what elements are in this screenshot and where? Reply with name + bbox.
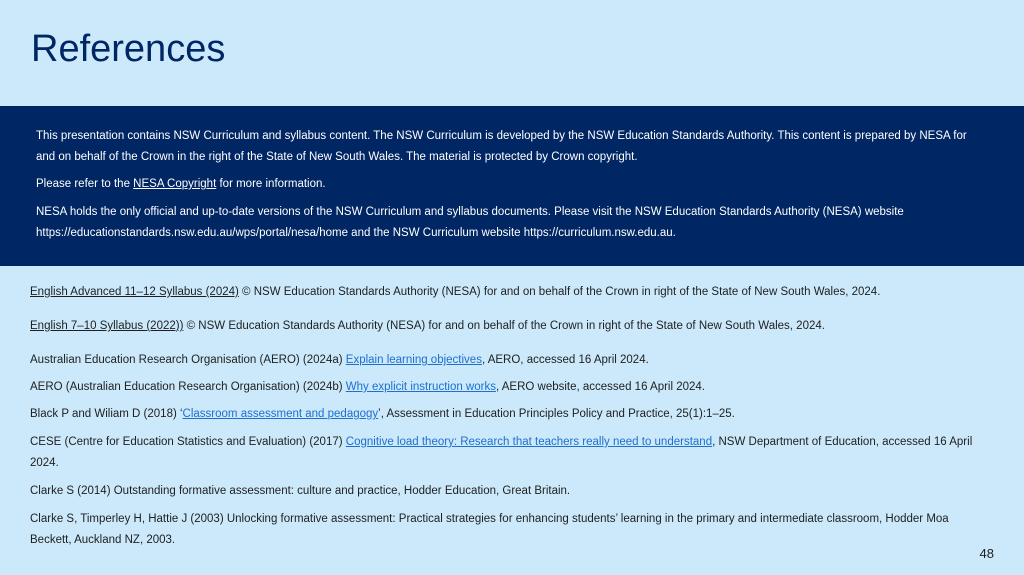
classroom-assessment-link[interactable]: Classroom assessment and pedagogy <box>182 408 379 420</box>
reference-item <box>30 282 990 303</box>
reference-text: AERO (Australian Education Research Organisation) (2024b) <box>30 381 346 393</box>
copyright-referral-pre: Please refer to the <box>36 178 134 190</box>
reference-item <box>30 350 990 371</box>
reference-item <box>30 404 990 425</box>
explicit-instruction-link[interactable]: Why explicit instruction works <box>345 381 496 393</box>
copyright-referral <box>36 174 986 195</box>
reference-text: CESE (Centre for Education Statistics and Evaluation) (2017) <box>30 436 346 448</box>
reference-text: Black P and Wiliam D (2018) ‘ <box>30 408 183 420</box>
reference-text: © NSW Education Standards Authority (NESA) for and on behalf of the Crown in right of the State of New South Wales, 2024. <box>238 286 881 298</box>
reference-item <box>30 377 990 398</box>
reference-text: , AERO, accessed 16 April 2024. <box>481 354 649 366</box>
reference-text: , NSW Department of Education, accessed 16 April 2024. <box>30 436 973 469</box>
cognitive-load-theory-link[interactable]: Cognitive load theory: Research that teachers really need to understand <box>345 436 713 448</box>
reference-item <box>30 316 990 337</box>
reference-item <box>30 432 990 474</box>
copyright-referral-post: for more information. <box>216 178 326 190</box>
page-number: 48 <box>979 546 994 561</box>
reference-text: Australian Education Research Organisation (AERO) (2024a) <box>30 354 346 366</box>
english-7-10-syllabus-link[interactable]: English 7–10 Syllabus (2022)) <box>30 320 184 332</box>
reference-text: , AERO website, accessed 16 April 2024. <box>495 381 706 393</box>
reference-text: ’, Assessment in Education Principles Policy and Practice, 25(1):1–25. <box>378 408 735 420</box>
explain-learning-objectives-link[interactable]: Explain learning objectives <box>345 354 482 366</box>
reference-item: Clarke S (2014) Outstanding formative assessment: culture and practice, Hodder Education, Great Britain. <box>30 485 571 497</box>
page-title: References <box>31 28 226 70</box>
nesa-copyright-link[interactable]: NESA Copyright <box>133 178 217 190</box>
reference-item: Clarke S, Timperley H, Hattie J (2003) Unlocking formative assessment: Practical strategies for enhancing students’ learning in the primary and intermediate classroom, Hodder Moa Beckett, Auckland NZ, 2003. <box>30 513 949 546</box>
reference-text: © NSW Education Standards Authority (NESA) for and on behalf of the Crown in right of the State of New South Wales, 2024. <box>183 320 825 332</box>
official-versions-notice: NESA holds the only official and up-to-date versions of the NSW Curriculum and syllabus documents. Please visit the NSW Education Standards Authority (NESA) website https://educationstandards.nsw.edu.au/wps/portal/nesa/home and the NSW Curriculum website https://curriculum.nsw.edu.au. <box>36 206 904 239</box>
copyright-banner <box>0 106 1024 266</box>
curriculum-notice: This presentation contains NSW Curriculum and syllabus content. The NSW Curriculum is developed by the NSW Education Standards Authority. This content is prepared by NESA for and on behalf of the Crown in the right of the State of New South Wales. The material is protected by Crown copyright. <box>36 130 967 163</box>
english-advanced-syllabus-link[interactable]: English Advanced 11–12 Syllabus (2024) <box>30 286 239 298</box>
